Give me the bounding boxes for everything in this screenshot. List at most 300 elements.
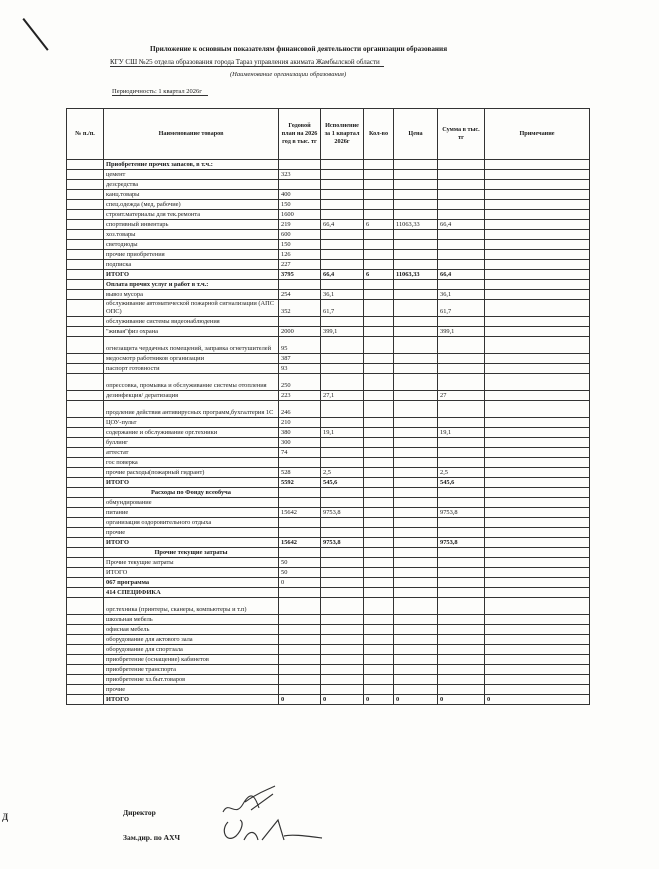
cell-note <box>485 645 590 655</box>
cell-qty <box>364 558 394 568</box>
cell-exec <box>321 498 364 508</box>
cell-plan: 126 <box>279 250 321 260</box>
cell-price <box>394 391 438 401</box>
cell-plan: 50 <box>279 558 321 568</box>
cell-name: Оплата прочих услуг и работ в т.ч.: <box>104 280 279 290</box>
cell-price <box>394 518 438 528</box>
cell-qty <box>364 538 394 548</box>
cell-plan <box>279 665 321 675</box>
cell-exec <box>321 337 364 354</box>
cell-name: ИТОГО <box>104 538 279 548</box>
cell-note: 0 <box>485 695 590 705</box>
table-row <box>67 200 590 210</box>
organization-caption: (Наименование организации образования) <box>230 71 347 78</box>
cell-sum <box>438 518 485 528</box>
cell-sum <box>438 418 485 428</box>
cell-qty <box>364 327 394 337</box>
cell-name: содержание и обслуживание орг.техники <box>104 428 279 438</box>
cell-price <box>394 685 438 695</box>
cell-plan: 223 <box>279 391 321 401</box>
cell-name: ЦОУ-пульт <box>104 418 279 428</box>
table-row <box>67 458 590 468</box>
cell-qty <box>364 665 394 675</box>
cell-plan: 150 <box>279 240 321 250</box>
table-row <box>67 655 590 665</box>
cell-price <box>394 260 438 270</box>
cell-plan <box>279 160 321 170</box>
cell-price <box>394 458 438 468</box>
cell-plan: 400 <box>279 190 321 200</box>
cell-qty <box>364 548 394 558</box>
cell-num <box>67 200 104 210</box>
cell-plan: 0 <box>279 578 321 588</box>
table-row <box>67 280 590 290</box>
table-row <box>67 615 590 625</box>
cell-qty <box>364 438 394 448</box>
cell-num <box>67 598 104 615</box>
cell-exec <box>321 448 364 458</box>
cell-price <box>394 625 438 635</box>
cell-sum: 27 <box>438 391 485 401</box>
cell-qty <box>364 391 394 401</box>
cell-exec <box>321 401 364 418</box>
cell-name: приобретение хз.быт.товаров <box>104 675 279 685</box>
cell-num <box>67 300 104 317</box>
cell-note <box>485 685 590 695</box>
cell-num <box>67 327 104 337</box>
cell-exec <box>321 260 364 270</box>
cell-num <box>67 685 104 695</box>
cell-plan: 15642 <box>279 538 321 548</box>
cell-name: канц.товары <box>104 190 279 200</box>
cell-name: Прочие текущие затраты <box>104 548 279 558</box>
cell-note <box>485 250 590 260</box>
cell-name: оборудование для спортзала <box>104 645 279 655</box>
cell-sum: 9753,8 <box>438 508 485 518</box>
cell-plan <box>279 180 321 190</box>
cell-exec <box>321 354 364 364</box>
cell-qty <box>364 401 394 418</box>
table-row <box>67 548 590 558</box>
cell-name: светодиоды <box>104 240 279 250</box>
col-exec: Исполнение за 1 квартал 2026г <box>321 109 364 160</box>
cell-note <box>485 190 590 200</box>
table-row <box>67 665 590 675</box>
cell-note <box>485 200 590 210</box>
cell-price <box>394 250 438 260</box>
cell-price <box>394 180 438 190</box>
cell-exec <box>321 160 364 170</box>
cell-exec: 66,4 <box>321 270 364 280</box>
cell-sum: 66,4 <box>438 270 485 280</box>
cell-sum <box>438 200 485 210</box>
cell-sum: 9753,8 <box>438 538 485 548</box>
cell-plan: 5592 <box>279 478 321 488</box>
deputy-signature <box>218 810 328 850</box>
cell-sum: 66,4 <box>438 220 485 230</box>
cell-exec <box>321 210 364 220</box>
cell-note <box>485 458 590 468</box>
cell-num <box>67 240 104 250</box>
cell-qty <box>364 615 394 625</box>
scan-pen-mark <box>22 18 48 51</box>
cell-note <box>485 317 590 327</box>
cell-price <box>394 170 438 180</box>
cell-note <box>485 528 590 538</box>
cell-qty <box>364 210 394 220</box>
cell-exec <box>321 558 364 568</box>
cell-num <box>67 528 104 538</box>
cell-num <box>67 210 104 220</box>
cell-qty <box>364 200 394 210</box>
cell-note <box>485 220 590 230</box>
cell-price <box>394 448 438 458</box>
cell-price <box>394 401 438 418</box>
expenses-table <box>66 108 590 705</box>
cell-qty <box>364 337 394 354</box>
cell-plan: 150 <box>279 200 321 210</box>
cell-num <box>67 695 104 705</box>
cell-exec <box>321 588 364 598</box>
table-row <box>67 635 590 645</box>
table-row <box>67 290 590 300</box>
cell-name: медосмотр работников организации <box>104 354 279 364</box>
cell-name: спец.одежда (мед, рабочие) <box>104 200 279 210</box>
cell-name: приобретение транспорта <box>104 665 279 675</box>
table-row <box>67 230 590 240</box>
cell-sum <box>438 230 485 240</box>
cell-qty <box>364 488 394 498</box>
cell-price: 0 <box>394 695 438 705</box>
cell-name: дезинфекция/ дератизация <box>104 391 279 401</box>
cell-sum <box>438 401 485 418</box>
cell-qty <box>364 418 394 428</box>
cell-price <box>394 568 438 578</box>
cell-sum <box>438 354 485 364</box>
cell-num <box>67 635 104 645</box>
cell-num <box>67 675 104 685</box>
cell-note <box>485 538 590 548</box>
cell-name: строит.материалы для тек.ремонта <box>104 210 279 220</box>
cell-sum: 19,1 <box>438 428 485 438</box>
cell-plan: 600 <box>279 230 321 240</box>
cell-exec <box>321 578 364 588</box>
table-row <box>67 364 590 374</box>
cell-note <box>485 468 590 478</box>
cell-note <box>485 478 590 488</box>
cell-plan: 323 <box>279 170 321 180</box>
cell-plan: 227 <box>279 260 321 270</box>
cell-name: буллинг <box>104 438 279 448</box>
cell-name: опрессовка, промывка и обслуживание системы отопления <box>104 374 279 391</box>
cell-name: Приобретение прочих запасов, в т.ч.: <box>104 160 279 170</box>
table-row <box>67 401 590 418</box>
table-row <box>67 374 590 391</box>
period-label: Периодичность: 1 квартал 2026г <box>112 88 208 96</box>
cell-note <box>485 160 590 170</box>
cell-num <box>67 558 104 568</box>
cell-num <box>67 438 104 448</box>
cell-num <box>67 458 104 468</box>
cell-sum <box>438 685 485 695</box>
cell-num <box>67 180 104 190</box>
cell-exec: 9753,8 <box>321 508 364 518</box>
table-row <box>67 240 590 250</box>
cell-plan: 254 <box>279 290 321 300</box>
cell-plan <box>279 615 321 625</box>
cell-qty <box>364 354 394 364</box>
cell-note <box>485 548 590 558</box>
cell-qty <box>364 645 394 655</box>
cell-name: прочие <box>104 528 279 538</box>
cell-name: огнезащита чердачных помещений, заправка огнетушителей <box>104 337 279 354</box>
cell-exec <box>321 625 364 635</box>
table-row <box>67 300 590 317</box>
cell-plan <box>279 645 321 655</box>
cell-price: 11063,33 <box>394 220 438 230</box>
cell-name: Прочие текущие затраты <box>104 558 279 568</box>
cell-exec <box>321 190 364 200</box>
cell-name: цемент <box>104 170 279 180</box>
cell-exec <box>321 374 364 391</box>
cell-num <box>67 250 104 260</box>
cell-name: приобретение (оснащение) кабинетов <box>104 655 279 665</box>
table-row <box>67 337 590 354</box>
cell-price <box>394 317 438 327</box>
cell-sum <box>438 615 485 625</box>
table-row <box>67 488 590 498</box>
cell-qty <box>364 428 394 438</box>
table-row <box>67 391 590 401</box>
cell-qty <box>364 508 394 518</box>
table-header-row <box>67 109 590 160</box>
cell-exec: 36,1 <box>321 290 364 300</box>
cell-exec: 66,4 <box>321 220 364 230</box>
cell-plan: 210 <box>279 418 321 428</box>
cell-qty <box>364 170 394 180</box>
cell-price <box>394 498 438 508</box>
cell-num <box>67 401 104 418</box>
table-row <box>67 270 590 280</box>
cell-plan <box>279 598 321 615</box>
cell-price <box>394 300 438 317</box>
cell-price <box>394 615 438 625</box>
cell-sum <box>438 598 485 615</box>
cell-sum <box>438 578 485 588</box>
cell-price <box>394 280 438 290</box>
cell-plan: 1600 <box>279 210 321 220</box>
cell-exec <box>321 250 364 260</box>
cell-exec <box>321 518 364 528</box>
cell-sum <box>438 498 485 508</box>
cell-num <box>67 478 104 488</box>
cell-note <box>485 300 590 317</box>
cell-qty <box>364 635 394 645</box>
cell-sum <box>438 458 485 468</box>
cell-exec <box>321 317 364 327</box>
cell-name: организация оздоровительного отдыха <box>104 518 279 528</box>
table-row <box>67 538 590 548</box>
cell-note <box>485 170 590 180</box>
cell-num <box>67 488 104 498</box>
table-row <box>67 598 590 615</box>
cell-qty <box>364 374 394 391</box>
cell-name: прочие расходы(пожарный гидрант) <box>104 468 279 478</box>
cell-note <box>485 568 590 578</box>
cell-name: офисная мебель <box>104 625 279 635</box>
cell-name: обслуживание автоматической пожарной сигнализации (АПС ОПС) <box>104 300 279 317</box>
cell-name: прочие <box>104 685 279 695</box>
cell-exec: 0 <box>321 695 364 705</box>
cell-qty <box>364 578 394 588</box>
cell-qty <box>364 230 394 240</box>
cell-qty <box>364 280 394 290</box>
cell-price <box>394 327 438 337</box>
cell-note <box>485 270 590 280</box>
document-title: Приложение к основным показателям финансовой деятельности организации образования <box>150 45 448 53</box>
cell-qty <box>364 160 394 170</box>
table-row <box>67 448 590 458</box>
cell-note <box>485 327 590 337</box>
table-row <box>67 685 590 695</box>
cell-qty <box>364 685 394 695</box>
cell-exec <box>321 280 364 290</box>
cell-note <box>485 180 590 190</box>
cell-exec <box>321 598 364 615</box>
cell-qty <box>364 498 394 508</box>
cell-sum <box>438 645 485 655</box>
cell-qty <box>364 625 394 635</box>
cell-qty <box>364 240 394 250</box>
cell-plan <box>279 498 321 508</box>
cell-plan <box>279 588 321 598</box>
cell-num <box>67 508 104 518</box>
cell-plan: 380 <box>279 428 321 438</box>
cell-note <box>485 665 590 675</box>
cell-num <box>67 290 104 300</box>
cell-num <box>67 655 104 665</box>
cell-name: ИТОГО <box>104 568 279 578</box>
table-row <box>67 250 590 260</box>
cell-sum <box>438 260 485 270</box>
cell-price <box>394 488 438 498</box>
table-row <box>67 528 590 538</box>
cell-note <box>485 438 590 448</box>
cell-note <box>485 391 590 401</box>
cell-name: 414 СПЕЦИФИКА <box>104 588 279 598</box>
cell-price: 11063,33 <box>394 270 438 280</box>
cell-num <box>67 645 104 655</box>
cell-sum <box>438 625 485 635</box>
cell-name: "живая"физ охрана <box>104 327 279 337</box>
cell-note <box>485 240 590 250</box>
cell-price <box>394 598 438 615</box>
cell-num <box>67 374 104 391</box>
cell-price <box>394 230 438 240</box>
cell-plan: 15642 <box>279 508 321 518</box>
cell-sum: 36,1 <box>438 290 485 300</box>
cell-plan <box>279 317 321 327</box>
cell-note <box>485 401 590 418</box>
cell-sum <box>438 448 485 458</box>
cell-price <box>394 588 438 598</box>
cell-name: питание <box>104 508 279 518</box>
cell-exec <box>321 645 364 655</box>
cell-sum <box>438 170 485 180</box>
cell-exec <box>321 528 364 538</box>
cell-note <box>485 598 590 615</box>
cell-plan <box>279 685 321 695</box>
cell-price <box>394 190 438 200</box>
cell-price <box>394 655 438 665</box>
cell-note <box>485 428 590 438</box>
cell-note <box>485 518 590 528</box>
cell-qty <box>364 317 394 327</box>
cell-qty <box>364 180 394 190</box>
cell-note <box>485 354 590 364</box>
cell-num <box>67 428 104 438</box>
cell-exec <box>321 230 364 240</box>
cell-exec: 399,1 <box>321 327 364 337</box>
cell-price <box>394 240 438 250</box>
table-row <box>67 260 590 270</box>
cell-qty <box>364 290 394 300</box>
cell-name: ИТОГО <box>104 478 279 488</box>
cell-note <box>485 418 590 428</box>
cell-sum <box>438 280 485 290</box>
cell-note <box>485 675 590 685</box>
cell-exec <box>321 458 364 468</box>
table-row <box>67 508 590 518</box>
cell-name: Расходы по Фонду всеобуча <box>104 488 279 498</box>
cell-note <box>485 260 590 270</box>
cell-qty <box>364 190 394 200</box>
cell-price <box>394 478 438 488</box>
cell-qty <box>364 675 394 685</box>
cell-num <box>67 230 104 240</box>
cell-sum <box>438 317 485 327</box>
cell-note <box>485 615 590 625</box>
cell-plan: 352 <box>279 300 321 317</box>
cell-name: спортивный инвентарь <box>104 220 279 230</box>
cell-price <box>394 428 438 438</box>
cell-qty <box>364 260 394 270</box>
cell-qty <box>364 300 394 317</box>
cell-name: хоз.товары <box>104 230 279 240</box>
cell-note <box>485 635 590 645</box>
cell-exec <box>321 488 364 498</box>
cell-sum <box>438 548 485 558</box>
cell-exec <box>321 180 364 190</box>
cell-name: подписка <box>104 260 279 270</box>
cell-note <box>485 625 590 635</box>
cell-price <box>394 665 438 675</box>
cell-exec: 545,6 <box>321 478 364 488</box>
cell-exec <box>321 615 364 625</box>
cell-qty <box>364 458 394 468</box>
cell-num <box>67 518 104 528</box>
cell-sum <box>438 160 485 170</box>
cell-note <box>485 210 590 220</box>
cell-exec <box>321 568 364 578</box>
cell-num <box>67 317 104 327</box>
col-price: Цена <box>394 109 438 160</box>
table-row <box>67 190 590 200</box>
table-row <box>67 675 590 685</box>
cell-num <box>67 625 104 635</box>
cell-qty <box>364 518 394 528</box>
cell-sum: 2,5 <box>438 468 485 478</box>
